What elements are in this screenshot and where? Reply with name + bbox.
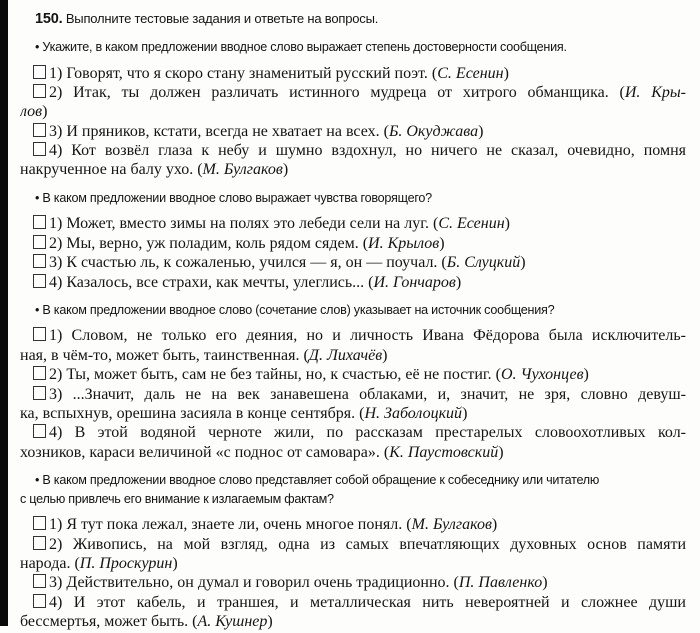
answer-text: 2) Итак, ты должен различать истинного мудреца от хитрого обманщика. ( (49, 83, 625, 101)
answer-line (20, 83, 686, 102)
answer-line (20, 443, 686, 462)
answer-text: ) (503, 64, 509, 82)
answer-text: 2) Ты, может быть, сам не без тайны, но, к счастью, её не постиг. ( (49, 366, 501, 384)
answer-text: народа. ( (20, 554, 80, 572)
answer-option (20, 573, 686, 592)
answer-text: 3) Действительно, он думал и говорил очень традиционно. ( (49, 574, 459, 592)
answer-options (20, 515, 686, 631)
answer-line (20, 385, 686, 404)
answer-option (20, 365, 686, 384)
answer-line (20, 346, 686, 365)
answer-line (20, 404, 686, 423)
answer-checkbox[interactable] (33, 254, 46, 268)
answer-text: 1) Говорят, что я скоро стану знаменитый русский поэт. ( (49, 64, 438, 82)
answer-text: ка, вспыхнув, орешина засияла в конце сентября. ( (20, 404, 365, 422)
answer-text: накрученное на балу ухо. ( (20, 161, 203, 179)
answer-text: ) (382, 346, 388, 364)
answer-checkbox[interactable] (33, 366, 46, 380)
answer-checkbox[interactable] (33, 594, 46, 608)
quote-author: М. Булгаков (202, 161, 283, 179)
quote-author: Б. Слуцкий (446, 254, 521, 272)
answer-text: 4) Казалось, все страхи, как мечты, улеглись... ( (49, 273, 374, 291)
question-text: • В каком предложении вводное слово выражает чувства говорящего? (35, 190, 432, 205)
quote-author: И. Гончаров (373, 273, 456, 291)
answer-option (20, 535, 686, 574)
answer-option (20, 423, 686, 462)
quote-author: Б. Окуджава (388, 122, 479, 140)
answer-checkbox[interactable] (33, 84, 46, 98)
answer-line (20, 423, 686, 442)
quote-author: лов (20, 103, 43, 121)
answer-line (20, 535, 686, 554)
answer-text: хозников, караси величиной «с поднос от самовара». ( (20, 443, 390, 461)
answer-line (20, 515, 686, 534)
answer-text: 3) И пряников, кстати, всегда не хватает на всех. ( (49, 122, 389, 140)
answer-checkbox[interactable] (33, 274, 46, 288)
answer-text: 4) В этой водяной черноте жили, по рассказам престарелых словоохотливых кол- (49, 424, 686, 442)
answer-options (20, 214, 686, 292)
answer-text: ) (520, 254, 526, 272)
answer-option (20, 515, 686, 534)
question-list (20, 38, 686, 631)
quote-author: А. Кушнер (197, 613, 268, 631)
answer-text: 4) И этот кабель, и траншея, и металлическая нить невероятней и сложнее души (49, 593, 686, 611)
answer-text: ) (504, 215, 510, 233)
answer-line (20, 253, 686, 272)
answer-option (20, 273, 686, 292)
question-text: • В каком предложении вводное слово представляет собой обращение к собеседнику или читателю (35, 473, 600, 488)
answer-text: ) (42, 103, 48, 121)
question-prompt (20, 189, 686, 208)
answer-text: ) (455, 273, 462, 291)
answer-text: 1) Я тут пока лежал, знаете ли, очень многое понял. ( (49, 516, 412, 534)
answer-line (20, 273, 686, 292)
answer-text: 1) Может, вместо зимы на полях это лебеди сели на луг. ( (49, 215, 439, 233)
answer-text: 2) Живопись, на мой взгляд, одна из самых впечатляющих духовных основ памяти (49, 535, 686, 553)
quote-author: К. Паустовский (389, 443, 499, 461)
answer-checkbox[interactable] (33, 123, 46, 137)
answer-line (20, 326, 686, 345)
answer-text: ) (282, 161, 289, 179)
question-prompt (20, 38, 686, 57)
question-text: • Укажите, в каком предложении вводное слово выражает степень достоверности сообщения. (35, 40, 567, 54)
answer-checkbox[interactable] (33, 65, 46, 79)
answer-line (20, 554, 686, 573)
quote-author: И. Крылов (368, 234, 440, 252)
answer-text: бессмертья, может быть. ( (20, 613, 198, 631)
answer-checkbox[interactable] (33, 386, 46, 400)
answer-text: ная, в чём-то, может быть, таинственная. ( (20, 346, 309, 364)
answer-option (20, 64, 686, 83)
quote-author: Д. Лихачёв (308, 346, 383, 364)
question-text: с целью привлечь его внимание к излагаемым фактам? (20, 491, 334, 506)
answer-option (20, 83, 686, 122)
answer-text: ) (498, 443, 504, 461)
answer-line (20, 234, 686, 253)
answer-line (20, 593, 686, 612)
answer-text: ) (172, 554, 178, 572)
answer-text: 3) ...Значит, даль не на век занавешена облаками, и, значит, не зря, словно девуш- (49, 385, 686, 403)
exercise-page (20, 9, 686, 633)
answer-options (20, 326, 686, 462)
answer-text: 1) Словом, не только его деяния, но и личность Ивана Фёдорова была исключитель- (49, 327, 686, 345)
answer-checkbox[interactable] (33, 235, 46, 249)
answer-line (20, 365, 686, 384)
answer-text: 4) Кот возвёл глаза к небу и шумно вздохнул, но ничего не сказал, очевидно, помня (49, 142, 686, 160)
answer-checkbox[interactable] (33, 327, 46, 341)
answer-text: ) (462, 404, 468, 422)
answer-checkbox[interactable] (33, 424, 46, 438)
exercise-title (20, 9, 686, 29)
answer-checkbox[interactable] (33, 516, 46, 530)
answer-line (20, 214, 686, 233)
answer-option (20, 122, 686, 141)
answer-option (20, 385, 686, 424)
answer-checkbox[interactable] (33, 536, 46, 550)
answer-option (20, 234, 686, 253)
quote-author: С. Есенин (438, 215, 505, 233)
answer-line (20, 122, 686, 141)
answer-text: ) (491, 516, 498, 534)
answer-line (20, 102, 686, 121)
answer-checkbox[interactable] (33, 574, 46, 588)
answer-line (20, 160, 686, 179)
exercise-instruction: Выполните тестовые задания и ответьте на вопросы. (62, 11, 379, 26)
quote-author: П. Павленко (458, 574, 543, 592)
answer-option (20, 141, 686, 180)
answer-options (20, 64, 686, 180)
question-text: • В каком предложении вводное слово (сочетание слов) указывает на источник сообщения? (35, 302, 555, 317)
answer-checkbox[interactable] (33, 215, 46, 229)
quote-author: С. Есенин (437, 64, 504, 82)
question-prompt (20, 471, 686, 508)
question-prompt (20, 301, 686, 320)
quote-author: И. Кры- (624, 83, 686, 101)
answer-option (20, 326, 686, 365)
answer-line (20, 141, 686, 160)
answer-text: ) (542, 574, 548, 592)
quote-author: П. Проскурин (79, 554, 173, 572)
quote-author: О. Чухонцев (500, 366, 584, 384)
exercise-number: 150. (35, 11, 63, 27)
answer-text: ) (583, 366, 589, 384)
answer-option (20, 214, 686, 233)
answer-option (20, 253, 686, 272)
quote-author: М. Булгаков (411, 516, 492, 534)
answer-checkbox[interactable] (33, 142, 46, 156)
answer-text: 2) Мы, верно, уж поладим, коль рядом сядем. ( (49, 234, 369, 252)
scan-border (0, 0, 8, 626)
quote-author: Н. Заболоцкий (364, 404, 463, 422)
answer-text: 3) К счастью ль, к сожаленью, учился — я, он — поучал. ( (49, 254, 447, 272)
answer-line (20, 64, 686, 83)
answer-text: ) (439, 234, 445, 252)
answer-line (20, 612, 686, 631)
answer-text: ) (478, 122, 484, 140)
answer-line (20, 573, 686, 592)
answer-text: ) (267, 613, 273, 631)
